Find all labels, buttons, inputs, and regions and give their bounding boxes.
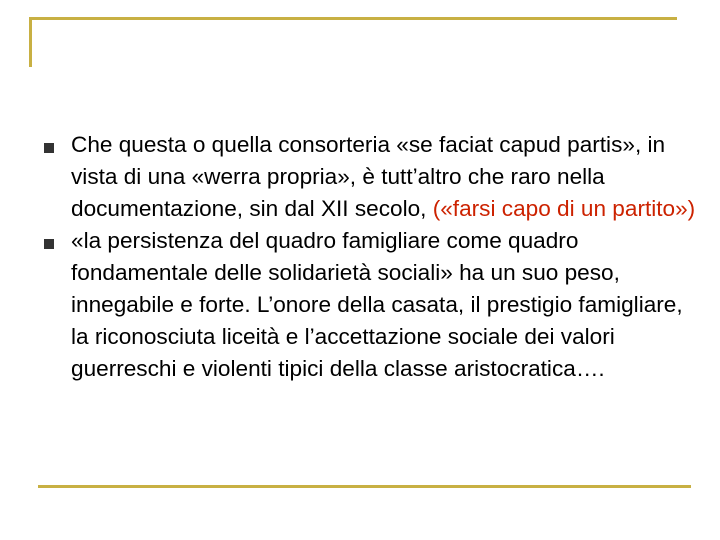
square-bullet-icon — [44, 143, 54, 153]
bottom-decorative-rule — [38, 485, 691, 488]
left-decorative-rule — [29, 17, 32, 67]
bullet-1-highlight: («farsi capo di un partito») — [432, 196, 696, 221]
bullet-item-2 — [40, 225, 700, 385]
top-decorative-rule — [30, 17, 677, 20]
bullet-item-1 — [40, 129, 700, 225]
bullet-2-text: «la persistenza del quadro famigliare come quadro fondamentale delle solidarietà sociali» ha un suo peso, innegabile e forte. L’onore della casata, il prestigio famigliare, la riconosciuta liceità e l’accettazione sociale dei valori guerreschi e violenti tipici della classe aristocratica…. — [71, 228, 683, 381]
slide-body — [40, 129, 700, 385]
square-bullet-icon — [44, 239, 54, 249]
bullet-1-text: Che questa o quella consorteria «se faciat capud partis», in vista di una «werra propria», è tutt’altro che raro nella documentazione, sin dal XII secolo, — [71, 132, 666, 221]
